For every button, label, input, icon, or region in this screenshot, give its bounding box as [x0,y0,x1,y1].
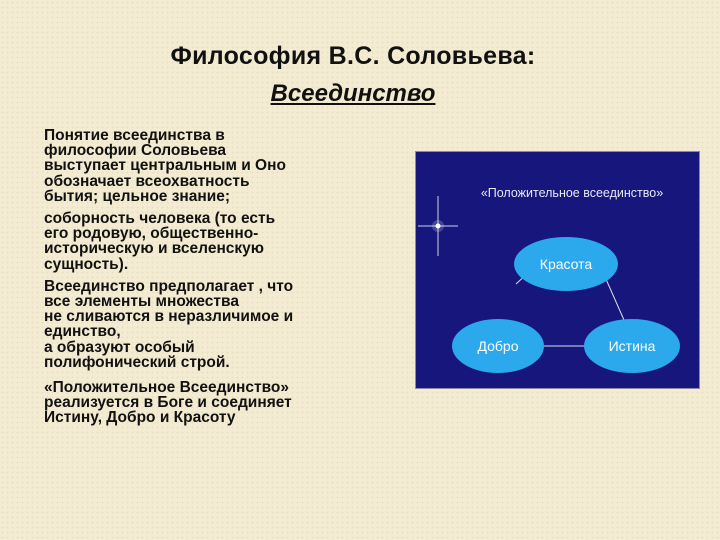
text-line: философии Соловьева [44,142,227,160]
text-line: Истину, Добро и Красоту [44,409,236,427]
slide-subtitle: Всеединство [270,80,436,107]
node-truth-label: Истина [608,338,656,354]
text-line: реализуется в Боге и соединяет [44,394,292,412]
text-line: полифонический строй. [44,353,230,371]
paragraph-unity [44,279,404,370]
text-line: историческую и вселенскую [44,240,265,258]
diagram-panel [415,151,700,389]
diagram-title: «Положительное всеединство» [480,186,664,200]
text-line: а образуют особый [44,338,195,356]
text-line: Всеединство предполагает , что [44,277,294,295]
text-line: обозначает всеохватность [44,172,250,190]
text-line: не сливаются в неразличимое и [44,308,294,326]
text-line: все элементы множества [44,293,239,311]
node-good [452,319,544,373]
paragraph-sobornost [44,211,404,272]
text-line: «Положительное Всеединство» [44,379,290,397]
text-line: бытия; цельное знание; [44,187,231,205]
paragraph-definition [44,128,404,204]
node-beauty [514,237,618,291]
diagram-canvas [416,152,699,388]
slide-title: Философия В.С. Соловьева: [170,42,536,70]
text-line: единство, [44,323,121,341]
body-text [44,128,404,426]
node-good-label: Добро [477,338,519,354]
text-line: соборность человека (то есть [44,210,276,228]
sparkle-icon [418,196,458,256]
node-truth [584,319,680,373]
text-line: выступает центральным и Оно [44,157,286,175]
text-line: Понятие всеединства в [44,127,225,144]
text-line: его родовую, общественно- [44,225,259,243]
paragraph-positive-unity [44,380,404,426]
node-beauty-label: Красота [539,256,593,272]
text-line: сущность). [44,255,129,273]
